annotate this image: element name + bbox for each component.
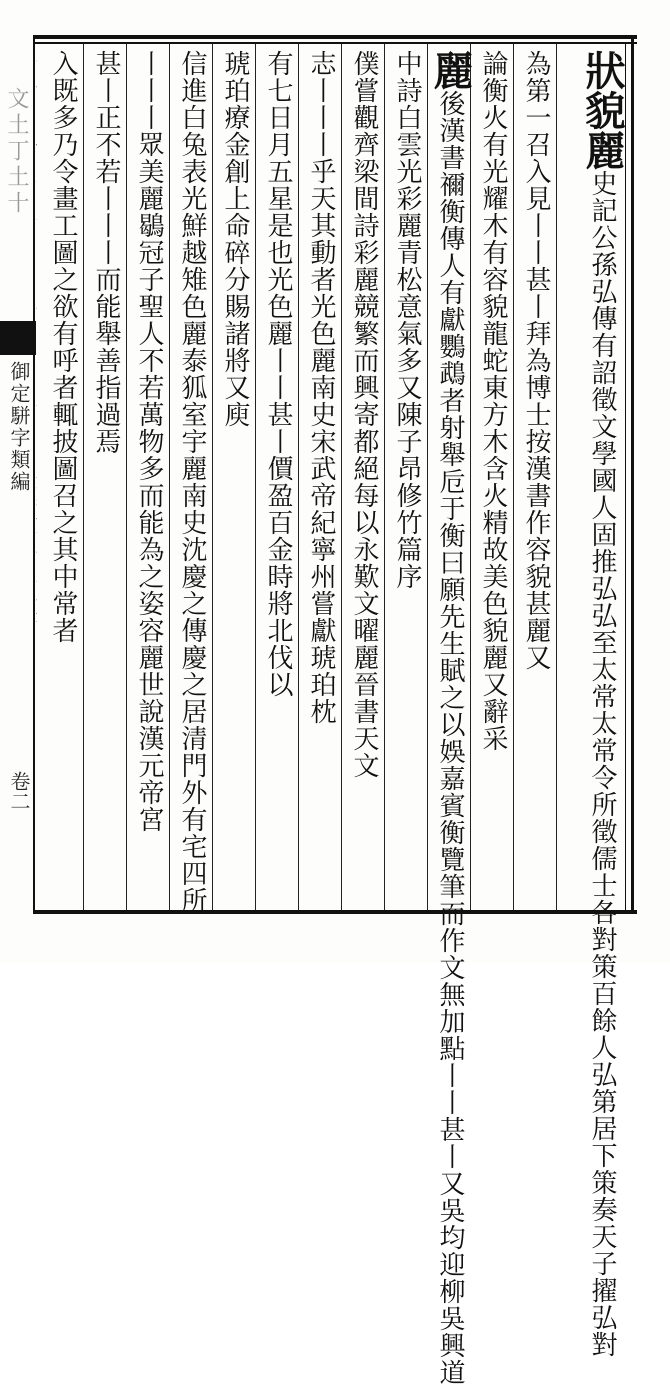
entry-text: 甚丨正不若丨丨丨而能舉善指過焉 [91, 50, 121, 455]
frame-top-rule-inner [33, 42, 637, 44]
gutter-marks: 文土丁土十 [4, 87, 29, 217]
text-column-12 [86, 50, 128, 908]
entry-text: 入既多乃令畫工圖之欲有呼者輒披圖召之其中常者 [48, 50, 78, 644]
frame-right-rule-inner [625, 42, 626, 914]
text-column-10 [172, 50, 214, 914]
entry-text: 丨丨丨眾美麗鶡冠子聖人不若萬物多而能為之姿容麗世說漢元帝宮 [134, 50, 164, 833]
gutter-book-title: 御定駢字類編 [7, 361, 31, 493]
page-gutter [0, 35, 40, 914]
fishtail-block [0, 321, 36, 355]
text-column-13 [43, 50, 85, 908]
entry-text: 信進白兔表光鮮越雉色麗泰狐室宇麗南史沈慶之傳慶之居清門外有宅四所 [177, 50, 207, 914]
text-column-5 [387, 50, 429, 908]
gutter-page-number: 卷二 [7, 771, 31, 811]
entry-text: 有七日月五星是也光色麗丨丨甚丨價盈百金時將北伐以 [263, 50, 293, 698]
entry-text: 史記公孫弘傳有詔徵文學國人固推弘弘至太常太常令所徵儒士各對策百餘人弘第居下策奏天子擢弘對 [587, 170, 617, 1358]
text-column-9 [215, 50, 257, 908]
entry-heading: 麗 [427, 50, 474, 90]
text-column-8 [258, 50, 300, 908]
entry-text [36, 50, 37, 698]
frame-top-rule [33, 35, 637, 39]
text-column-6 [344, 50, 386, 908]
entry-text: 論衡火有光耀木有容貌龍蛇東方木含火精故美色貌麗又辭采 [478, 50, 508, 752]
entry-text: 為第一召入見丨丨甚丨拜為博士按漢書作容貌甚麗又 [521, 50, 551, 671]
entry-text: 志丨丨丨乎天其動者光色麗南史宋武帝紀寧州嘗獻琥珀枕 [306, 50, 336, 725]
entry-text: 僕嘗觀齊梁間詩彩麗競繁而興寄都絕每以永歎文曜麗晉書天文 [349, 50, 379, 779]
text-column-3 [473, 50, 515, 908]
text-column-11 [129, 50, 171, 908]
frame-bottom-rule [33, 910, 637, 914]
text-column-2 [516, 50, 558, 908]
entry-text: 琥珀療金創上命碎分賜諸將又庾 [220, 50, 250, 428]
frame-right-rule [631, 35, 634, 914]
text-column-1 [560, 50, 626, 1358]
entry-text: 中詩白雲光彩麗青松意氣多又陳子昂修竹篇序 [392, 50, 422, 590]
text-column-4 [427, 50, 474, 1386]
text-column-14 [36, 50, 44, 908]
entry-heading: 狀貌麗 [579, 50, 626, 170]
entry-text: 後漢書禰衡傳人有獻鸚鵡者射舉卮于衡曰願先生賦之以娛嘉賓衡覽筆而作文無加點丨丨甚丨又吳均迎柳吳興道 [435, 90, 465, 1386]
text-column-7 [301, 50, 343, 908]
